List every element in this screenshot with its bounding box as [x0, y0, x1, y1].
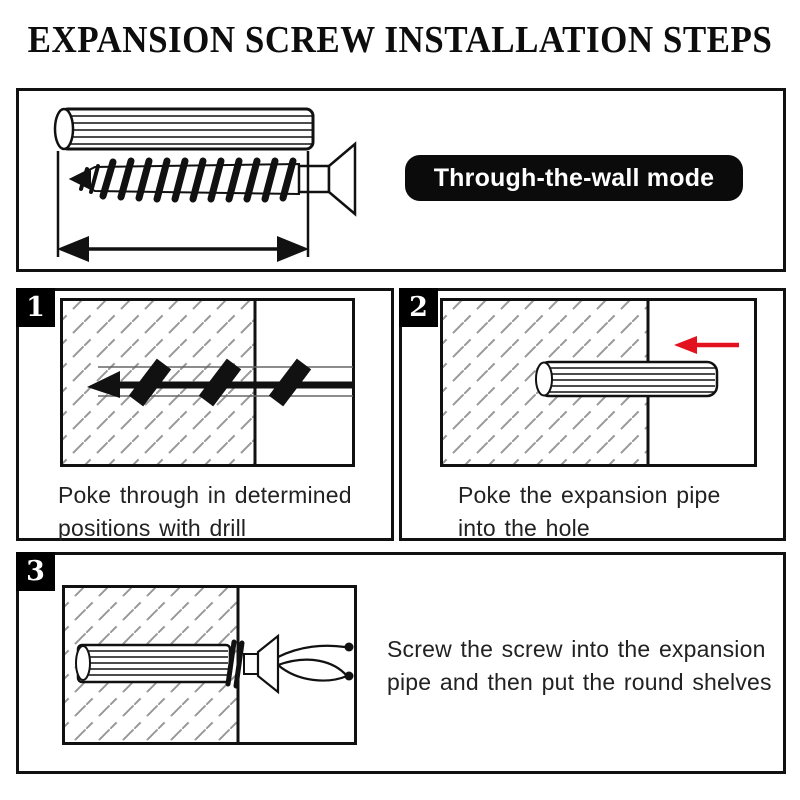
screw-icon: [69, 144, 355, 214]
pipe-into-hole-icon: [440, 298, 757, 467]
step-1-number-badge: 1: [16, 288, 55, 327]
drill-through-wall-icon: [60, 298, 355, 467]
shelf-peg-dot: [345, 672, 354, 681]
mode-label: Through-the-wall mode: [405, 155, 743, 201]
step-2-panel: [399, 288, 786, 541]
expansion-pipe-icon: [55, 109, 313, 149]
screw-into-pipe-icon: [62, 585, 357, 745]
step-3-panel: [16, 552, 786, 774]
step-2-number-badge: 2: [399, 288, 438, 327]
expansion-pipe-icon: [536, 362, 717, 396]
step-3-caption: Screw the screw into the expansion pipe and then put the round shelves: [387, 636, 772, 695]
overview-panel: [16, 88, 786, 272]
page-title: EXPANSION SCREW INSTALLATION STEPS: [27, 18, 773, 61]
step-1-panel: [16, 288, 394, 541]
step-2-caption: Poke the expansion pipe into the hole: [458, 482, 721, 541]
step-1-caption: Poke through in determined positions with drill: [58, 482, 352, 541]
pipe-and-screw-measure-icon: [41, 99, 371, 264]
step-3-number-badge: 3: [16, 552, 55, 591]
shelf-peg-dot: [345, 643, 354, 652]
expansion-pipe-icon: [76, 645, 230, 682]
